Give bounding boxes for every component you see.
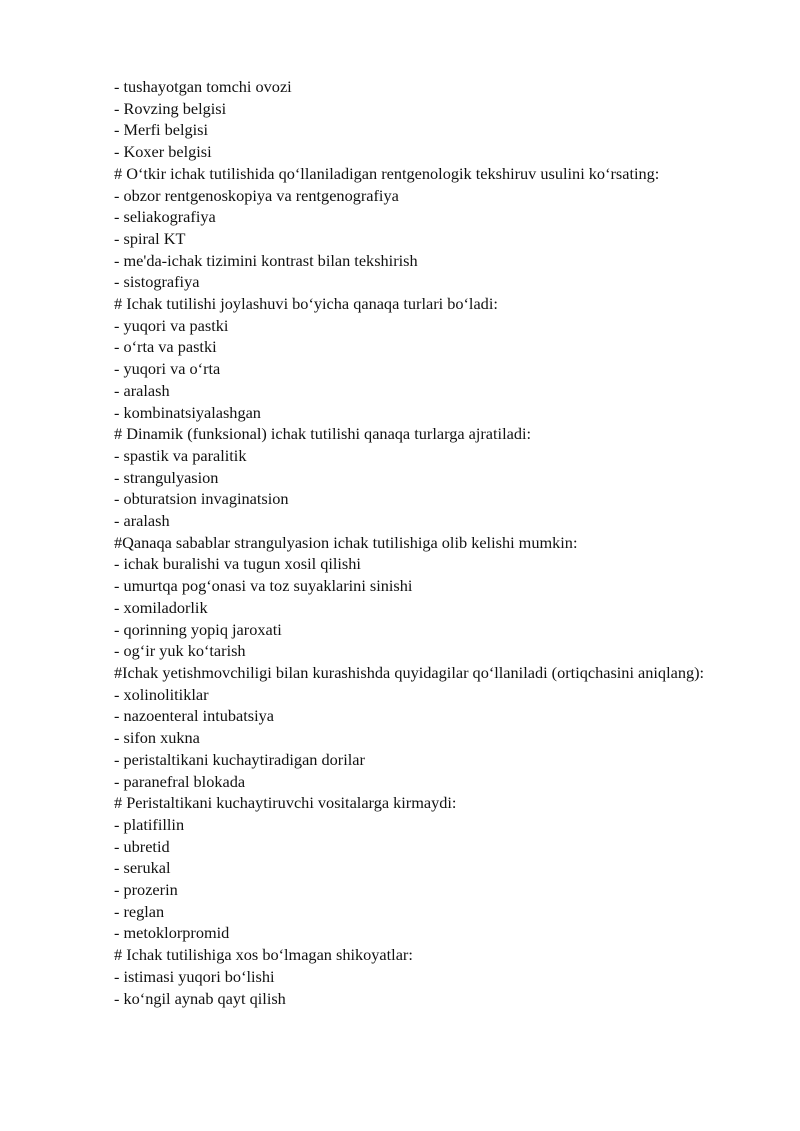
answer-option: - kombinatsiyalashgan bbox=[114, 402, 261, 422]
answer-option: - sistografiya bbox=[114, 272, 200, 292]
answer-option: - aralash bbox=[114, 511, 170, 531]
document-page bbox=[114, 76, 742, 1009]
answer-option: - spastik va paralitik bbox=[114, 445, 247, 465]
question-heading: # O‘tkir ichak tutilishida qo‘llaniladigan rentgenologik tekshiruv usulini ko‘rsating: bbox=[114, 163, 660, 183]
question-heading: # Ichak tutilishiga xos bo‘lmagan shikoyatlar: bbox=[114, 945, 413, 965]
answer-option: - me'da-ichak tizimini kontrast bilan tekshirish bbox=[114, 250, 418, 270]
answer-option: - yuqori va pastki bbox=[114, 315, 229, 335]
answer-option: - paranefral blokada bbox=[114, 771, 246, 791]
answer-option: - xomiladorlik bbox=[114, 597, 208, 617]
question-heading: #Qanaqa sabablar strangulyasion ichak tutilishiga olib kelishi mumkin: bbox=[114, 532, 578, 552]
question-heading: # Peristaltikani kuchaytiruvchi vositalarga kirmaydi: bbox=[114, 793, 457, 813]
answer-option: - o‘rta va pastki bbox=[114, 337, 217, 357]
answer-option: - ko‘ngil aynab qayt qilish bbox=[114, 988, 286, 1008]
answer-option: - metoklorpromid bbox=[114, 923, 230, 943]
answer-option: - reglan bbox=[114, 901, 165, 921]
answer-option: - umurtqa pog‘onasi va toz suyaklarini sinishi bbox=[114, 576, 413, 596]
answer-option: - spiral KT bbox=[114, 228, 186, 248]
answer-option: - aralash bbox=[114, 380, 170, 400]
answer-option: - strangulyasion bbox=[114, 467, 219, 487]
question-heading: #Ichak yetishmovchiligi bilan kurashishda quyidagilar qo‘llaniladi (ortiqchasini aniqlang): bbox=[114, 662, 705, 682]
answer-option: - ubretid bbox=[114, 836, 170, 856]
answer-option: - Rovzing belgisi bbox=[114, 98, 227, 118]
answer-option: - serukal bbox=[114, 858, 171, 878]
answer-option: - nazoenteral intubatsiya bbox=[114, 706, 275, 726]
answer-option: - obzor rentgenoskopiya va rentgenografiya bbox=[114, 185, 399, 205]
answer-option: - peristaltikani kuchaytiradigan dorilar bbox=[114, 749, 365, 769]
question-heading: # Dinamik (funksional) ichak tutilishi qanaqa turlarga ajratiladi: bbox=[114, 424, 532, 444]
answer-option: - seliakografiya bbox=[114, 207, 216, 227]
answer-option: - qorinning yopiq jaroxati bbox=[114, 619, 282, 639]
answer-option: - obturatsion invaginatsion bbox=[114, 489, 289, 509]
answer-option: - platifillin bbox=[114, 814, 185, 834]
answer-option: - Koxer belgisi bbox=[114, 142, 212, 162]
answer-option: - sifon xukna bbox=[114, 728, 200, 748]
answer-option: - og‘ir yuk ko‘tarish bbox=[114, 641, 246, 661]
answer-option: - Merfi belgisi bbox=[114, 120, 209, 140]
answer-option: - istimasi yuqori bo‘lishi bbox=[114, 966, 275, 986]
answer-option: - tushayotgan tomchi ovozi bbox=[114, 77, 292, 96]
answer-option: - yuqori va o‘rta bbox=[114, 359, 221, 379]
question-heading: # Ichak tutilishi joylashuvi bo‘yicha qanaqa turlari bo‘ladi: bbox=[114, 294, 498, 314]
answer-option: - ichak buralishi va tugun xosil qilishi bbox=[114, 554, 361, 574]
answer-option: - xolinolitiklar bbox=[114, 684, 209, 704]
answer-option: - prozerin bbox=[114, 880, 178, 900]
